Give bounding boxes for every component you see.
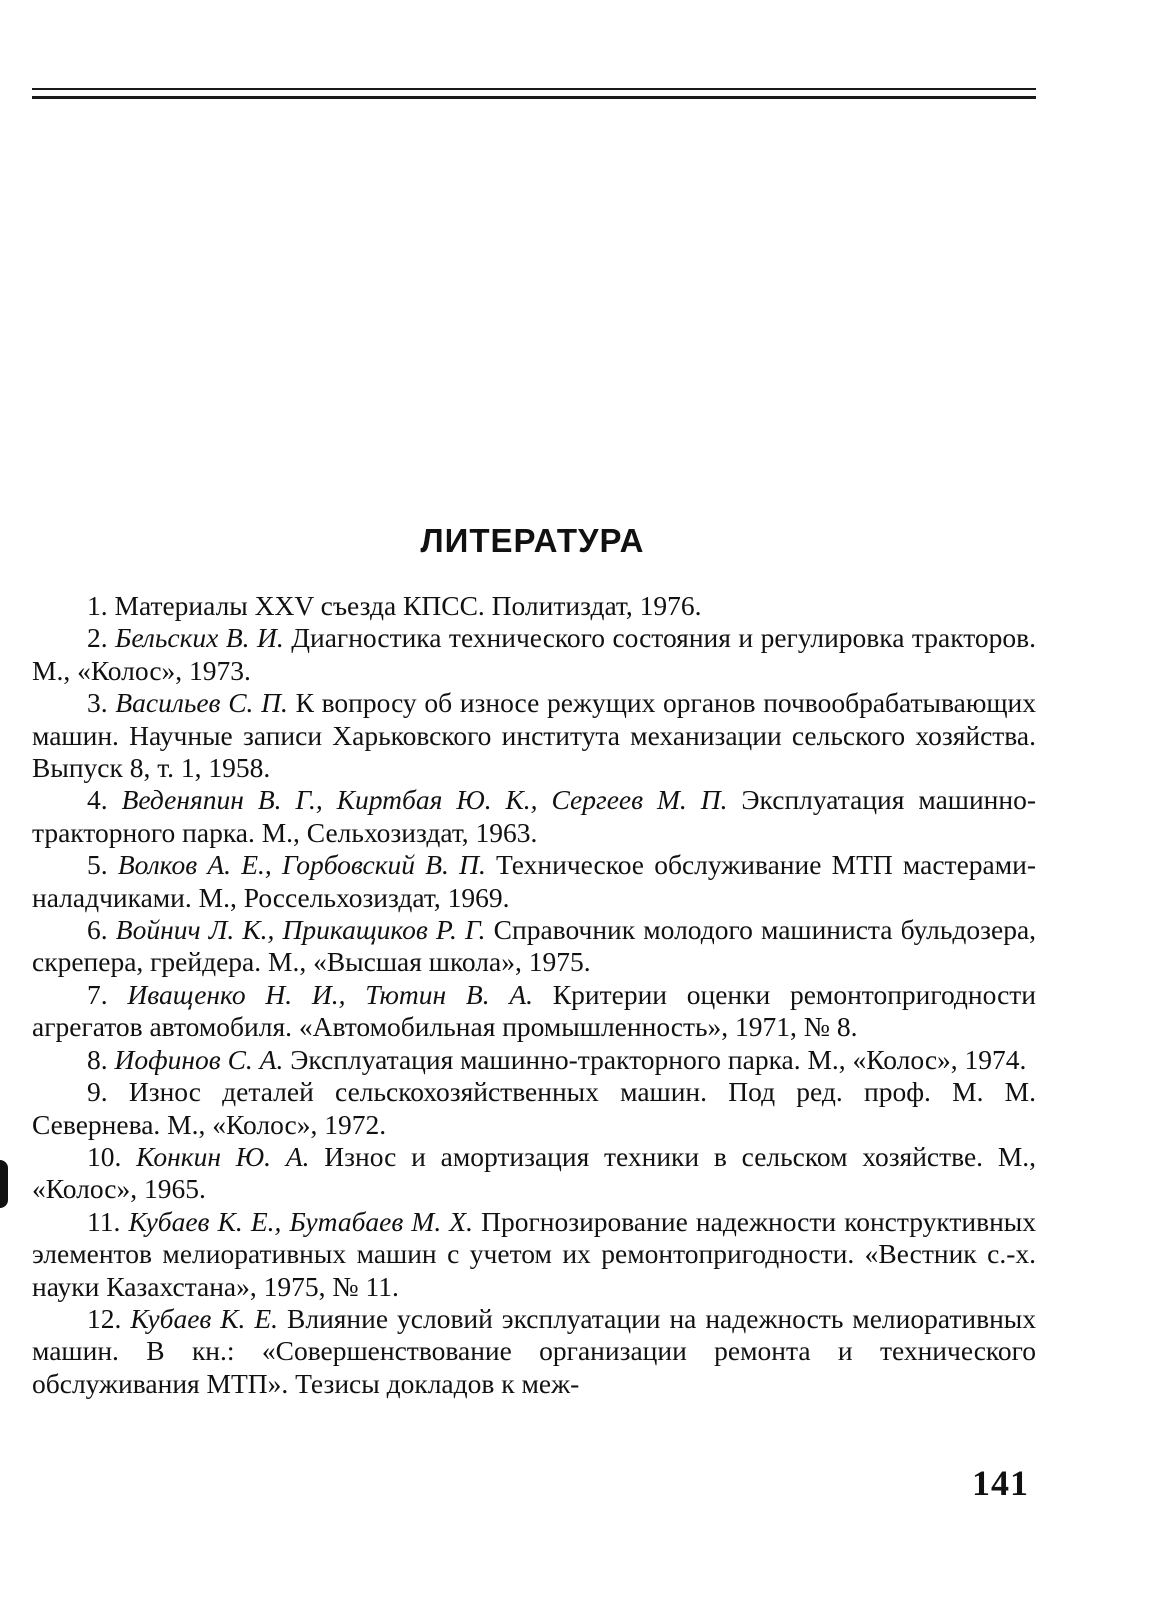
section-heading: ЛИТЕРАТУРА <box>420 522 645 559</box>
reference-item <box>32 687 1036 784</box>
reference-number: 2. <box>87 622 108 654</box>
top-rule <box>32 88 1036 90</box>
top-rule-double <box>32 96 1036 99</box>
reference-number: 6. <box>87 914 108 946</box>
reference-number: 9. <box>87 1076 108 1108</box>
reference-item <box>32 784 1036 849</box>
reference-authors: Конкин Ю. А. <box>136 1140 310 1172</box>
reference-text: Эксплуатация машинно-тракторного парка. М., «Колос», 1974. <box>290 1043 1027 1075</box>
reference-authors: Веденяпин В. Г., Киртбая Ю. К., Сергеев М. П. <box>121 784 728 816</box>
reference-authors: Войнич Л. К., Прикащиков Р. Г. <box>115 914 486 946</box>
reference-item <box>32 1076 1036 1141</box>
reference-item <box>32 1044 1036 1076</box>
reference-authors: Иофинов С. А. <box>114 1043 284 1075</box>
reference-text: Материалы XXV съезда КПСС. Политиздат, 1976. <box>114 590 702 621</box>
reference-item <box>32 590 1036 622</box>
reference-item <box>32 1206 1036 1303</box>
reference-authors: Васильев С. П. <box>115 687 288 719</box>
reference-authors: Волков А. Е., Горбовский В. П. <box>117 849 486 881</box>
reference-text: Техническое обслуживание МТП мастерами-наладчиками. М., Россельхозиздат, 1969. <box>32 849 1037 913</box>
reference-text: Справочник молодого машиниста бульдозера, скрепера, грейдера. М., «Высшая школа», 1975. <box>32 914 1037 978</box>
reference-item <box>32 622 1036 687</box>
reference-number: 7. <box>87 978 108 1010</box>
reference-item <box>32 979 1036 1044</box>
reference-number: 5. <box>87 849 108 881</box>
reference-authors: Кубаев К. Е., Бутабаев М. Х. <box>128 1205 473 1237</box>
reference-number: 8. <box>87 1043 108 1075</box>
reference-item <box>32 1141 1036 1206</box>
reference-text: Влияние условий эксплуатации на надежность мелиоративных машин. В кн.: «Совершенствование организации ремонта и технического обслуживания МТП». Тезисы докладов к меж- <box>32 1302 1037 1399</box>
reference-text: Прогнозирование надежности конструктивных элементов мелиоративных машин с учетом их ремонтопригодности. «Вестник с.-х. науки Казахстана», 1975, № 11. <box>32 1205 1037 1302</box>
reference-number: 10. <box>87 1140 122 1172</box>
reference-number: 11. <box>87 1205 121 1237</box>
reference-list <box>32 590 1036 1400</box>
reference-text: Износ деталей сельскохозяйственных машин. Под ред. проф. М. М. Севернева. М., «Колос», 1972. <box>32 1076 1036 1140</box>
reference-number: 1. <box>87 590 108 621</box>
reference-item <box>32 849 1036 914</box>
reference-text: Диагностика технического состояния и регулировка тракторов. М., «Колос», 1973. <box>32 622 1036 686</box>
reference-text: К вопросу об износе режущих органов почвообрабатывающих машин. Научные записи Харьковского института механизации сельского хозяйства. Выпуск 8, т. 1, 1958. <box>32 687 1037 784</box>
reference-number: 4. <box>87 784 108 816</box>
reference-authors: Иващенко Н. И., Тютин В. А. <box>127 978 534 1010</box>
reference-authors: Бельских В. И. <box>115 622 284 654</box>
reference-number: 3. <box>87 687 108 719</box>
reference-text: Критерии оценки ремонтопригодности агрегатов автомобиля. «Автомобильная промышленность», 1971, № 8. <box>32 978 1037 1043</box>
reference-item <box>32 914 1036 979</box>
reference-text: Эксплуатация машинно-тракторного парка. М., Сельхозиздат, 1963. <box>32 784 1037 848</box>
reference-number: 12. <box>87 1302 122 1334</box>
reference-text: Износ и амортизация техники в сельском хозяйстве. М., «Колос», 1965. <box>32 1140 1037 1205</box>
page-number: 141 <box>972 1463 1029 1503</box>
reference-authors: Кубаев К. Е. <box>130 1302 279 1334</box>
scan-edge-mark <box>0 1160 8 1208</box>
reference-item <box>32 1303 1036 1400</box>
